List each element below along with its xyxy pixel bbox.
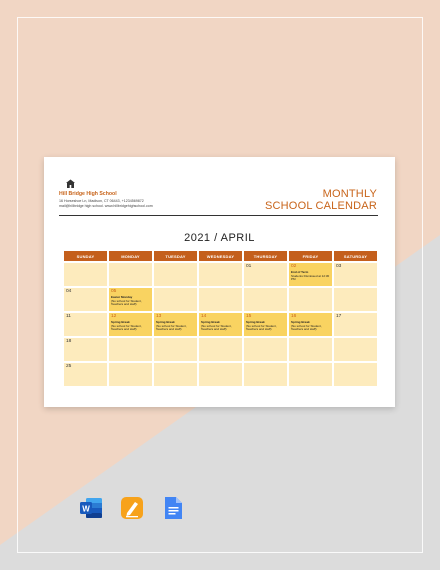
weekday-header-thursday: THURSDAY [244,251,287,261]
event-title: Spring Break [156,320,175,324]
event-text: (No school for Student, Teachers and staff) [246,323,277,332]
day-number: 16 [291,314,297,319]
calendar-day-cell[interactable] [289,313,332,336]
event-title: Spring Break [291,320,310,324]
event-title: Spring Break [111,320,130,324]
event-note [156,321,196,332]
calendar-day-cell[interactable] [154,338,197,361]
event-note [246,321,286,332]
day-number: 12 [111,314,117,319]
calendar-day-cell[interactable] [289,288,332,311]
calendar-day-cell[interactable] [244,263,287,286]
school-address: 16 Horseshoe Ln, Madison, CT 06443, +1234569872 [59,199,144,203]
calendar-day-cell[interactable] [154,313,197,336]
calendar-day-cell[interactable] [334,363,377,386]
calendar-day-cell[interactable] [109,338,152,361]
event-title: Spring Break [201,320,220,324]
calendar-day-cell[interactable] [109,288,152,311]
app-icon-bar [79,496,185,520]
calendar-day-cell[interactable] [109,363,152,386]
calendar-day-cell[interactable] [64,363,107,386]
calendar-day-cell[interactable] [289,338,332,361]
header-divider [59,215,378,216]
event-text: (No school for Student, Teachers and staff) [291,323,322,332]
event-title: End of Term [291,270,309,274]
event-title: Easter Monday [111,295,133,299]
day-number: 18 [66,339,72,344]
calendar-day-cell[interactable] [154,263,197,286]
weekday-header-wednesday: WEDNESDAY [199,251,242,261]
calendar-week-row [64,263,377,286]
svg-text:W: W [82,504,90,514]
calendar-day-cell[interactable] [334,338,377,361]
calendar-day-cell[interactable] [64,288,107,311]
weekday-header-friday: FRIDAY [289,251,332,261]
calendar-day-cell[interactable] [244,288,287,311]
calendar-day-cell[interactable] [199,263,242,286]
calendar-day-cell[interactable] [289,363,332,386]
event-note [201,321,241,332]
calendar-grid [64,251,377,388]
school-contact: mail@hillbridge high school. www.hillbridgehighschool.com [59,204,153,208]
day-number: 05 [111,289,117,294]
weekday-header-row [64,251,377,261]
month-label: 2021 / APRIL [184,232,255,244]
calendar-week-row [64,313,377,336]
day-number: 03 [336,264,342,269]
event-text: (No school for Student, Teachers and staff) [111,298,142,307]
day-number: 02 [291,264,297,269]
calendar-day-cell[interactable] [64,263,107,286]
calendar-day-cell[interactable] [289,263,332,286]
calendar-day-cell[interactable] [154,288,197,311]
weekday-header-saturday: SATURDAY [334,251,377,261]
calendar-day-cell[interactable] [199,338,242,361]
calendar-title-line1: MONTHLY [322,188,377,200]
calendar-day-cell[interactable] [64,313,107,336]
word-icon[interactable] [79,496,103,520]
event-note [111,296,151,307]
day-number: 11 [66,314,71,319]
event-title: Spring Break [246,320,265,324]
calendar-day-cell[interactable] [244,338,287,361]
calendar-week-row [64,288,377,311]
calendar-day-cell[interactable] [199,288,242,311]
day-number: 15 [246,314,252,319]
calendar-day-cell[interactable] [199,313,242,336]
calendar-day-cell[interactable] [199,363,242,386]
school-logo-icon [66,179,75,189]
event-text: Students Dismissed at 12:30 PM [291,273,330,282]
calendar-title-line2: SCHOOL CALENDAR [264,200,377,212]
day-number: 25 [66,364,72,369]
event-note [291,321,331,332]
calendar-day-cell[interactable] [334,263,377,286]
day-number: 17 [336,314,342,319]
pages-icon[interactable] [120,496,144,520]
calendar-day-cell[interactable] [244,313,287,336]
calendar-day-cell[interactable] [109,313,152,336]
calendar-document [44,157,395,407]
calendar-day-cell[interactable] [154,363,197,386]
event-text: (No school for Student, Teachers and staff) [156,323,187,332]
calendar-week-row [64,363,377,386]
event-note [111,321,151,332]
calendar-day-cell[interactable] [244,363,287,386]
weekday-header-monday: MONDAY [109,251,152,261]
google-docs-icon[interactable] [161,496,185,520]
calendar-day-cell[interactable] [334,313,377,336]
day-number: 04 [66,289,72,294]
weekday-header-sunday: SUNDAY [64,251,107,261]
school-name: Hill Bridge High School [59,191,117,197]
calendar-day-cell[interactable] [109,263,152,286]
event-text: (No school for Student, Teachers and staff) [201,323,232,332]
day-number: 01 [246,264,252,269]
calendar-week-row [64,338,377,361]
day-number: 14 [201,314,207,319]
weekday-header-tuesday: TUESDAY [154,251,197,261]
event-text: (No school for Student, Teachers and staff) [111,323,142,332]
event-note [291,271,331,282]
day-number: 13 [156,314,162,319]
calendar-day-cell[interactable] [334,288,377,311]
calendar-day-cell[interactable] [64,338,107,361]
